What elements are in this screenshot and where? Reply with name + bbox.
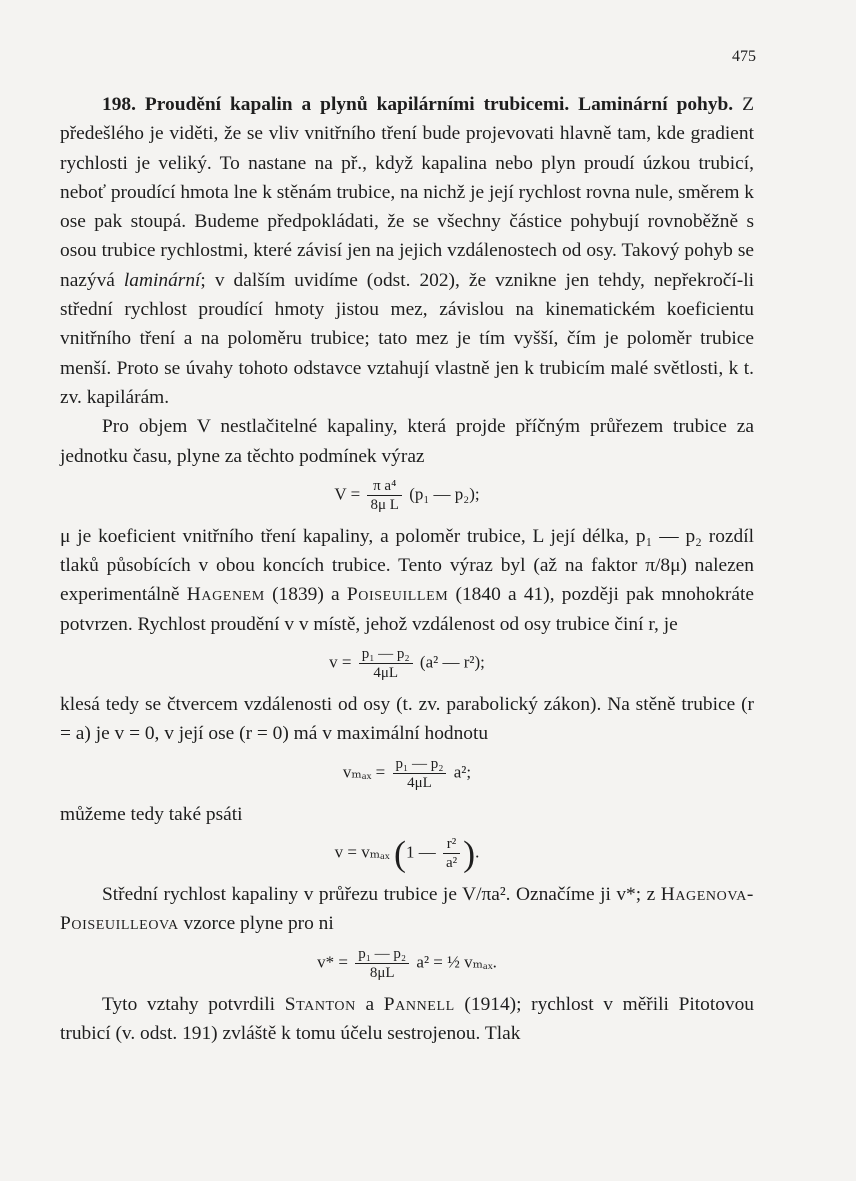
- paragraph-4: klesá tedy se čtvercem vzdálenosti od osy (t. zv. parabolický zákon). Na stěně trubice (r = a) je v = 0, v její ose (r = 0) má v maximální hodnotu: [60, 694, 754, 745]
- paragraph-7-text-a: Tyto vztahy potvrdili: [102, 993, 285, 1015]
- eq1-fraction: [367, 477, 401, 514]
- term-laminarni: laminární: [123, 269, 201, 291]
- eq2-fraction: [359, 645, 413, 682]
- name-hagen-poiseuille: Hagenova-Poiseuilleova: [60, 883, 754, 935]
- paragraph-6: [60, 880, 754, 939]
- paragraph-3-text-b: (1839) a: [264, 584, 347, 606]
- equation-v-normalized: [60, 835, 754, 872]
- right-paren: ): [463, 833, 476, 874]
- eq3-fraction: [393, 755, 447, 792]
- paragraph-6-text-b: vzorce plyne pro ni: [178, 913, 334, 935]
- paragraph-1: [60, 90, 754, 412]
- paragraph-3-text-c: (1840 a 41), později pak mnohokráte potvrzen. Rychlost proudění v v místě, jehož vzdálenost od osy trubice činí r, je: [60, 584, 754, 635]
- name-poiseuille: Poiseuillem: [346, 584, 449, 606]
- eq3-num: p₁ — p₂: [393, 755, 447, 774]
- eq5-rhs: a² = ½ vₘₐₓ.: [416, 951, 497, 971]
- paragraph-7: [60, 990, 754, 1049]
- paragraph-6-text-a: Střední rychlost kapaliny v průřezu trubice je V/πa². Označíme ji v*; z: [102, 883, 661, 905]
- name-stanton: Stanton: [284, 993, 356, 1015]
- paragraph-5: můžeme tedy také psáti: [60, 803, 243, 825]
- eq3-den: 4μL: [407, 774, 432, 791]
- eq3-rhs: a²;: [453, 762, 472, 782]
- equation-volume: [60, 477, 754, 514]
- eq2-lhs: v =: [329, 652, 352, 672]
- eq5-num: p₁ — p₂: [355, 945, 409, 964]
- paragraph-7-text-b: a: [355, 993, 384, 1015]
- eq4-lhs: v = vₘₐₓ: [334, 842, 390, 862]
- paragraph-1-text-a: Z předešlého je viděti, že se vliv vnitřního tření bude projevovati hlavně tam, kde gradient rychlosti je veliký. To nastane na př., když kapalina nebo plyn proudí úzkou trubicí, neboť proudící hmota lne k stěnám trubice, na nichž je její rychlost rovna nule, směrem k ose pak stoupá. Budeme předpokládati, že se všechny částice pohybují rovnoběžně s osou trubice rychlostmi, které závisí jen na jejich vzdálenostech od osy. Takový pohyb se nazývá: [60, 94, 754, 291]
- equation-vmax: [60, 755, 754, 792]
- section-number: 198.: [102, 94, 136, 115]
- eq2-rhs: (a² — r²);: [419, 652, 485, 672]
- paragraph-1-text-b: ; v dalším uvidíme (odst. 202), že vznikne jen tehdy, nepřekročí-li střední rychlost proudící hmoty jistou mez, závislou na kinematickém koeficientu vnitřního tření a na poloměru trubice; tato mez je tím vyšší, čím je poloměr trubice menší. Proto se úvahy tohoto odstavce vztahují vlastně jen k trubicím malé světlosti, k t. zv. kapilárám.: [60, 269, 754, 408]
- eq4-num: r²: [443, 835, 460, 854]
- eq3-lhs: vₘₐₓ =: [342, 762, 386, 782]
- eq4-one: 1 —: [405, 842, 436, 862]
- body-text: [60, 90, 754, 1048]
- left-paren: (: [393, 833, 406, 874]
- eq4-rhs: .: [475, 842, 480, 862]
- eq1-rhs: (p₁ — p₂);: [409, 484, 480, 504]
- paragraph-3: [60, 522, 754, 639]
- paragraph-3-text-a: μ je koeficient vnitřního tření kapaliny, a poloměr trubice, L její délka, p₁ — p₂ rozdíl tlaků působících v obou koncích trubice. Tento výraz byl (až na faktor π/8μ) nalezen experimentálně: [60, 525, 754, 606]
- eq1-num: π a⁴: [367, 477, 401, 496]
- paragraph-2: Pro objem V nestlačitelné kapaliny, která projde příčným průřezem trubice za jednotku času, plyne za těchto podmínek výraz: [60, 416, 754, 467]
- page-number: 475: [732, 48, 756, 65]
- name-pannell: Pannell: [383, 993, 455, 1015]
- name-hagen: Hagenem: [186, 584, 265, 606]
- eq1-lhs: V =: [334, 484, 361, 504]
- equation-velocity: [60, 645, 754, 682]
- eq5-lhs: v* =: [317, 951, 348, 971]
- eq4-den: a²: [445, 854, 458, 871]
- eq1-den: 8μ L: [370, 496, 399, 513]
- eq2-num: p₁ — p₂: [359, 645, 413, 664]
- section-title: Proudění kapalin a plynů kapilárními trubicemi. Laminární pohyb.: [144, 94, 734, 115]
- eq4-fraction: [443, 835, 460, 872]
- paragraph-7-text-c: (1914); rychlost v měřili Pitotovou trubicí (v. odst. 191) zvláště k tomu účelu sestrojenou. Tlak: [60, 993, 754, 1044]
- equation-mean-velocity: [60, 945, 754, 982]
- eq5-den: 8μL: [369, 964, 395, 981]
- eq2-den: 4μL: [373, 665, 399, 682]
- eq5-fraction: [355, 945, 409, 982]
